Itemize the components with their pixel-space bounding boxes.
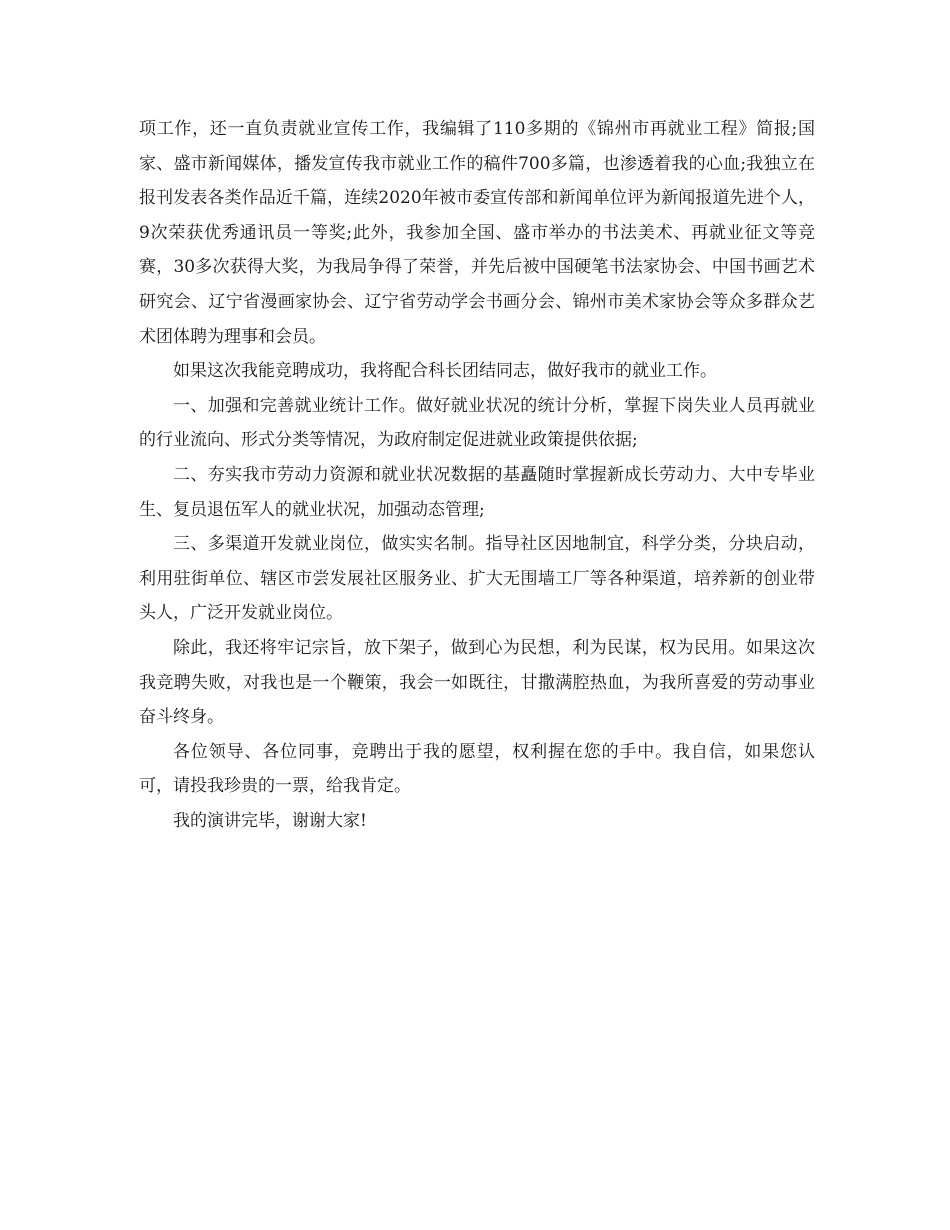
document-body [139,112,815,838]
paragraph-commitment: 如果这次我能竞聘成功，我将配合科长团结同志，做好我市的就业工作。 [173,361,717,382]
paragraph-continuation: 项工作，还一直负责就业宣传工作，我编辑了110多期的《锦州市再就业工程》简报;国家、盛市新闻媒体，播发宣传我市就业工作的稿件700多篇，也渗透着我的心血;我独立在报刊发表各类作品近千篇，连续2020年被市委宣传部和新闻单位评为新闻报道先进个人，9次荣获优秀通讯员一等奖;此外，我参加全国、盛市举办的书法美术、再就业征文等竞赛，30多次获得大奖，为我局争得了荣誉，并先后被中国硬笔书法家协会、中国书画艺术研究会、辽宁省漫画家协会、辽宁省劳动学会书画分会、锦州市美术家协会等众多群众艺术团体聘为理事和会员。 [139,119,815,347]
paragraph-appeal: 各位领导、各位同事，竞聘出于我的愿望，权利握在您的手中。我自信，如果您认可，请投我珍贵的一票，给我肯定。 [139,741,815,797]
paragraph-resolve: 除此，我还将牢记宗旨，放下架子，做到心为民想，利为民谋，权为民用。如果这次我竞聘失败，对我也是一个鞭策，我会一如既往，甘撒满腔热血，为我所喜爱的劳动事业奋斗终身。 [139,637,815,728]
paragraph-closing: 我的演讲完毕，谢谢大家! [173,810,367,831]
paragraph-plan-2: 二、夯实我市劳动力资源和就业状况数据的基矗随时掌握新成长劳动力、大中专毕业生、复员退伍军人的就业状况，加强动态管理; [139,464,815,520]
paragraph-plan-3: 三、多渠道开发就业岗位，做实实名制。指导社区因地制宜，科学分类，分块启动，利用驻街单位、辖区市尝发展社区服务业、扩大无围墙工厂等各种渠道，培养新的创业带头人，广泛开发就业岗位。 [139,534,815,624]
paragraph-plan-1: 一、加强和完善就业统计工作。做好就业状况的统计分析，掌握下岗失业人员再就业的行业流向、形式分类等情况，为政府制定促进就业政策提供依据; [139,395,815,451]
